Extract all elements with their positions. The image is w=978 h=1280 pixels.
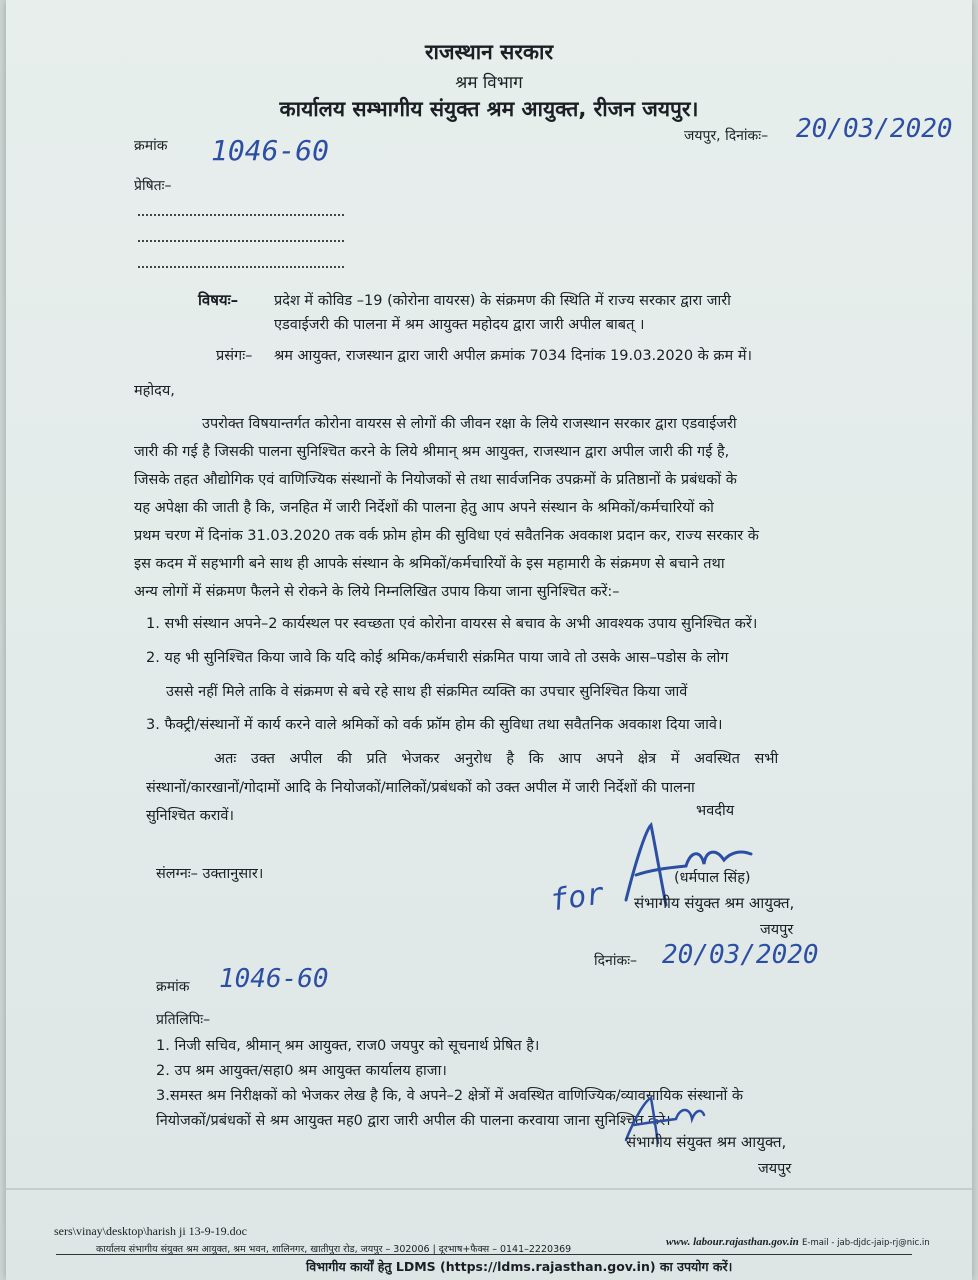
subject-line-2: एडवाईजरी की पालना में श्रम आयुक्त महोदय द्वारा जारी अपील बाबत् ।	[274, 317, 645, 333]
handwritten-for: for	[547, 876, 607, 919]
closing-line: संस्थानों/कारखानों/गोदामों आदि के नियोजकों/मालिकों/प्रबंधकों को उक्त अपील में जारी निर्देशों की पालना	[146, 780, 695, 796]
address-line-2	[138, 240, 344, 242]
reference-text: श्रम आयुक्त, राजस्थान द्वारा जारी अपील क्रमांक 7034 दिनांक 19.03.2020 के क्रम में।	[274, 348, 752, 364]
body-line: यह अपेक्षा की जाती है कि, जनहित में जारी निर्देशों की पालना हेतु आप अपने संस्थान के श्रमिकों/कर्मचारियों को	[134, 500, 714, 516]
handwritten-copy-number: 1046-60	[219, 964, 329, 994]
handwritten-date: 20/03/2020	[796, 114, 953, 144]
ldms-note: विभागीय कार्यों हेतु LDMS (https://ldms.rajasthan.gov.in) का उपयोग करें।	[306, 1259, 733, 1274]
subject-label: विषयः–	[198, 291, 239, 309]
footer-rule	[56, 1254, 912, 1255]
closing-line: सुनिश्चित करावें।	[146, 808, 234, 824]
point-item-continuation: उससे नहीं मिले ताकि वे संक्रमण से बचे रहे साथ ही संक्रमित व्यक्ति का उपचार सुनिश्चित किया जावें	[166, 684, 688, 700]
salutation: महोदय,	[134, 383, 175, 399]
signatory-designation: संभागीय संयुक्त श्रम आयुक्त,	[634, 894, 795, 912]
body-line: अन्य लोगों में संक्रमण फैलने से रोकने के लिये निम्नलिखित उपाय किया जाना सुनिश्चित करें:–	[134, 584, 620, 600]
signatory-name: (धर्मपाल सिंह)	[674, 870, 751, 886]
copy-item: 3.समस्त श्रम निरीक्षकों को भेजकर लेख है कि, वे अपने–2 क्षेत्रों में अवस्थित वाणिज्यिक/व्यावसायिक संस्थानों के	[156, 1088, 744, 1104]
handwritten-signature-date: 20/03/2020	[662, 940, 819, 970]
office-heading: कार्यालय सम्भागीय संयुक्त श्रम आयुक्त, रीजन जयपुर।	[279, 97, 699, 121]
department-heading: श्रम विभाग	[455, 73, 523, 93]
date-label: जयपुर, दिनांकः–	[684, 128, 769, 144]
website: www. labour.rajasthan.gov.in	[666, 1236, 799, 1248]
signatory-place: जयपुर	[760, 922, 794, 938]
email: E-mail - jab-djdc-jaip-rj@nic.in	[802, 1238, 930, 1248]
point-item: 3. फैक्ट्री/संस्थानों में कार्य करने वाले श्रमिकों को वर्क फ्रॉम होम की सुविधा तथा सवैतनिक अवकाश दिया जावे।	[146, 717, 723, 733]
valediction: भवदीय	[696, 803, 735, 819]
file-path: sers\vinay\desktop\harish ji 13-9-19.doc	[54, 1224, 247, 1238]
point-item: 2. यह भी सुनिश्चित किया जावे कि यदि कोई श्रमिक/कर्मचारी संक्रमित पाया जावे तो उसके आस–पडोस के लोग	[146, 650, 729, 666]
to-label: प्रेषितः–	[134, 178, 172, 194]
address-line-3	[138, 266, 344, 268]
govt-heading: राजस्थान सरकार	[424, 40, 554, 64]
copy-number-label: क्रमांक	[156, 979, 190, 995]
signature-date-label: दिनांकः–	[594, 953, 638, 969]
body-line: प्रथम चरण में दिनांक 31.03.2020 तक वर्क फ्रोम होम की सुविधा एवं सवैतनिक अवकाश प्रदान कर, राज्य सरकार के	[134, 528, 759, 544]
subject-line-1: प्रदेश में कोविड –19 (कोरोना वायरस) के संक्रमण की स्थिति में राज्य सरकार द्वारा जारी	[274, 293, 731, 309]
body-line: जिसके तहत औद्योगिक एवं वाणिज्यिक संस्थानों के नियोजकों से तथा सार्वजनिक उपक्रमों के प्रतिष्ठानों के प्रबंधकों के	[134, 472, 737, 488]
point-item: 1. सभी संस्थान अपने–2 कार्यस्थल पर स्वच्छता एवं कोरोना वायरस से बचाव के अभी आवश्यक उपाय सुनिश्चित करें।	[146, 616, 758, 632]
address-line-1	[138, 214, 344, 216]
copy-designation: संभागीय संयुक्त श्रम आयुक्त,	[626, 1133, 787, 1151]
copy-place: जयपुर	[758, 1161, 792, 1177]
body-line: इस कदम में सहभागी बने साथ ही आपके संस्थान के श्रमिकों/कर्मचारियों के इस महामारी के संक्रमण से बचाने तथा	[134, 556, 725, 572]
fold-shadow	[6, 1188, 972, 1190]
handwritten-number: 1046-60	[211, 134, 330, 167]
copy-item: 1. निजी सचिव, श्रीमान् श्रम आयुक्त, राज0 जयपुर को सूचनार्थ प्रेषित है।	[156, 1038, 540, 1054]
number-label: क्रमांक	[134, 138, 168, 154]
body-line: जारी की गई है जिसकी पालना सुनिश्चित करने के लिये श्रीमान् श्रम आयुक्त, राजस्थान द्वारा अपील जारी की गई है,	[134, 444, 730, 460]
reference-label: प्रसंगः–	[216, 348, 253, 364]
copy-item: 2. उप श्रम आयुक्त/सहा0 श्रम आयुक्त कार्यालय हाजा।	[156, 1063, 447, 1079]
office-address: कार्यालय संभागीय संयुक्त श्रम आयुक्त, श्रम भवन, शालिनगर, खातीपुरा रोड, जयपुर – 302006 | दूरभाष+फैक्स – 0141–2220369	[96, 1244, 572, 1255]
closing-line: अतः उक्त अपील की प्रति भेजकर अनुरोध है कि आप अपने क्षेत्र में अवस्थित सभी	[214, 751, 779, 767]
copy-item: नियोजकों/प्रबंधकों से श्रम आयुक्त मह0 द्वारा जारी अपील की पालना करवाया जाना सुनिश्चित करे।	[156, 1113, 671, 1129]
copy-label: प्रतिलिपिः–	[156, 1012, 211, 1028]
letter-page	[6, 0, 972, 1280]
enclosure: संलग्नः– उक्तानुसार।	[156, 866, 264, 882]
body-line: उपरोक्त विषयान्तर्गत कोरोना वायरस से लोगों की जीवन रक्षा के लिये राजस्थान सरकार द्वारा एडवाईजरी	[202, 416, 737, 432]
